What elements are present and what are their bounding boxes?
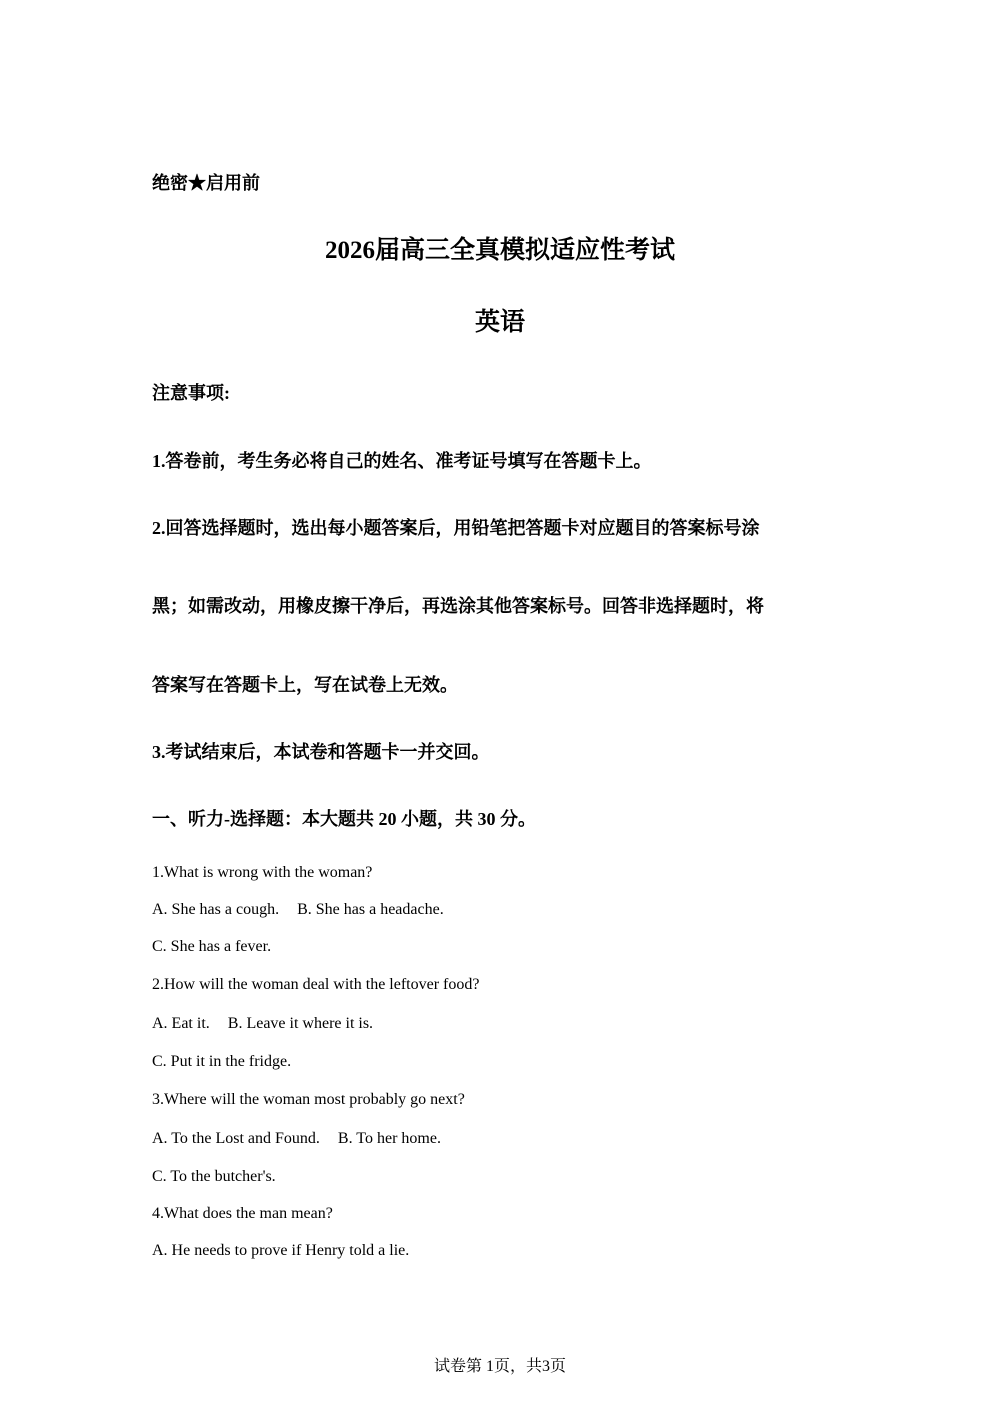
option-c: C. Put it in the fridge. [152, 1053, 292, 1070]
option-a: A. Eat it. [152, 1015, 210, 1032]
question-stem: 1.What is wrong with the woman? [152, 864, 373, 881]
question-options-row [152, 1014, 373, 1033]
notice-item-1: 1.答卷前，考生务必将自己的姓名、准考证号填写在答题卡上。 [152, 451, 652, 471]
notice-item-3: 3.考试结束后，本试卷和答题卡一并交回。 [152, 742, 490, 762]
option-b: B. She has a headache. [297, 901, 444, 918]
option-a: A. He needs to prove if Henry told a lie. [152, 1242, 410, 1259]
notice-item-2-line-1: 2.回答选择题时，选出每小题答案后，用铅笔把答题卡对应题目的答案标号涂 [152, 518, 760, 538]
question-options-row [152, 1129, 441, 1148]
notice-heading: 注意事项: [152, 383, 230, 403]
question-stem: 2.How will the woman deal with the leftover food? [152, 976, 480, 993]
question-stem: 3.Where will the woman most probably go next? [152, 1091, 465, 1108]
exam-title: 2026届高三全真模拟适应性考试 [324, 237, 675, 264]
option-b: B. Leave it where it is. [227, 1015, 374, 1032]
subject-title: 英语 [474, 309, 525, 336]
question-stem: 4.What does the man mean? [152, 1205, 333, 1222]
option-b: B. To her home. [337, 1130, 441, 1147]
notice-item-2-line-3: 答案写在答题卡上，写在试卷上无效。 [152, 675, 458, 695]
question-options-row [152, 900, 444, 919]
page-footer: 试卷第 1页，共3页 [433, 1358, 566, 1375]
option-a: A. She has a cough. [152, 901, 280, 918]
option-a: A. To the Lost and Found. [152, 1130, 320, 1147]
confidential-mark: 绝密★启用前 [152, 173, 260, 193]
section-heading-listening: 一、听力-选择题：本大题共 20 小题，共 30 分。 [152, 809, 536, 829]
option-c: C. To the butcher's. [152, 1168, 276, 1185]
notice-item-2-line-2: 黑；如需改动，用橡皮擦干净后，再选涂其他答案标号。回答非选择题时，将 [152, 596, 764, 616]
option-c: C. She has a fever. [152, 938, 272, 955]
